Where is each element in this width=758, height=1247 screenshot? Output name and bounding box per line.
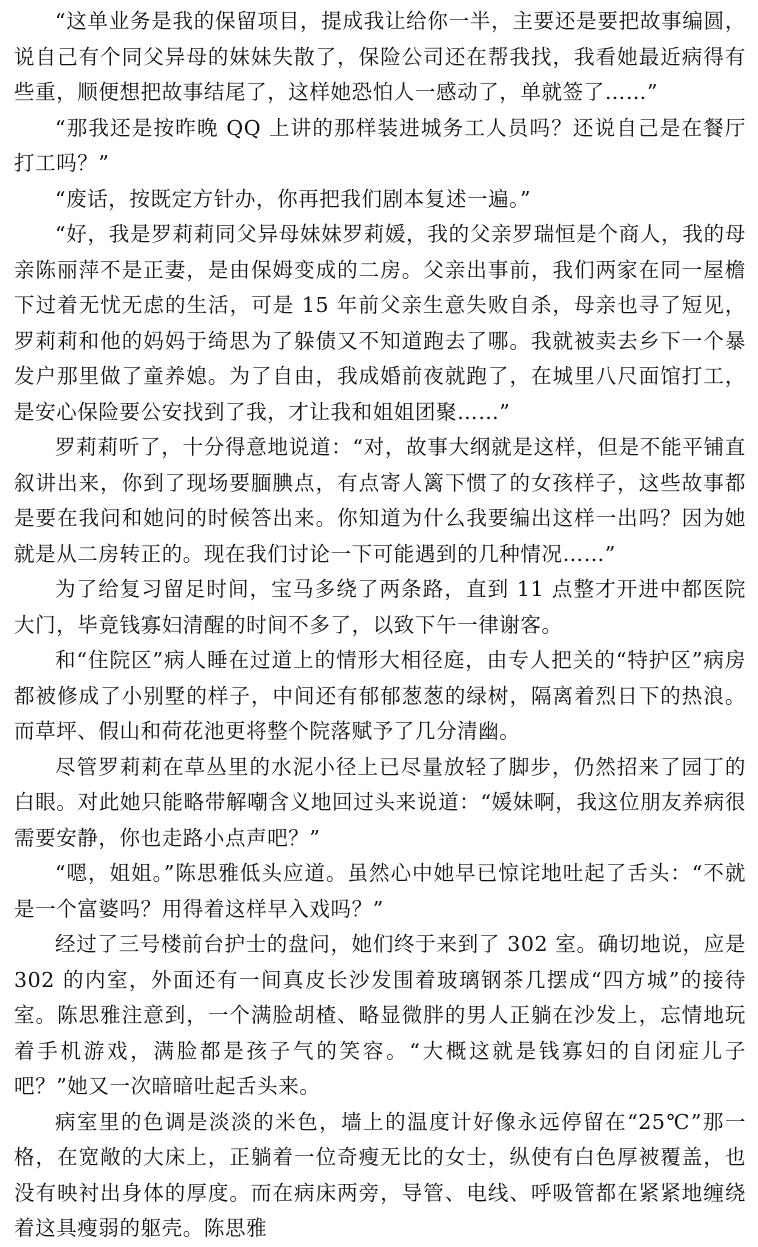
paragraph: 尽管罗莉莉在草丛里的水泥小径上已尽量放轻了脚步，仍然招来了园丁的白眼。对此她只能略带解嘲含义地回过头来说道：“媛妹啊，我这位朋友养病很需要安静，你也走路小点声吧？”	[14, 754, 746, 850]
paragraph: 病室里的色调是淡淡的米色，墙上的温度计好像永远停留在“25℃”那一格，在宽敞的大床上，正躺着一位奇瘦无比的女士，纵使有白色厚被覆盖，也没有映衬出身体的厚度。而在病床两旁，导管、电线、呼吸管都在紧紧地缠绕着这具瘦弱的躯壳。陈思雅	[14, 1109, 746, 1240]
paragraph: “那我还是按昨晚 QQ 上讲的那样装进城务工人员吗？还说自己是在餐厅打工吗？”	[14, 115, 746, 175]
paragraph: “嗯，姐姐。”陈思雅低头应道。虽然心中她早已惊诧地吐起了舌头：“不就是一个富婆吗？用得着这样早入戏吗？”	[14, 861, 746, 921]
paragraph: “废话，按既定方针办，你再把我们剧本复述一遍。”	[55, 186, 532, 211]
paragraph: 和“住院区”病人睡在过道上的情形大相径庭，由专人把关的“特护区”病房都被修成了小别墅的样子，中间还有郁郁葱葱的绿树，隔离着烈日下的热浪。而草坪、假山和荷花池更将整个院落赋予了几分清幽。	[14, 648, 746, 743]
paragraph: “好，我是罗莉莉同父异母妹妹罗莉媛，我的父亲罗瑞恒是个商人，我的母亲陈丽萍不是正妻，是由保姆变成的二房。父亲出事前，我们两家在同一屋檐下过着无忧无虑的生活，可是 15 年前父亲生意失败自杀，母亲也寻了短见，罗莉莉和他的妈妈于绮思为了躲债又不知道跑去了哪。我就被卖去乡下一个暴发户那里做了童养媳。为了自由，我成婚前夜就跑了，在城里八尺面馆打工，是安心保险要公安找到了我，才让我和姐姐团聚……”	[14, 222, 746, 424]
paragraph: 经过了三号楼前台护士的盘问，她们终于来到了 302 室。确切地说，应是 302 的内室，外面还有一间真皮长沙发围着玻璃钢茶几摆成“四方城”的接待室。陈思雅注意到，一个满脸胡楂、略显微胖的男人正躺在沙发上，忘情地玩着手机游戏，满脸都是孩子气的笑容。“大概这就是钱寡妇的自闭症儿子吧？”她又一次暗暗吐起舌头来。	[14, 932, 746, 1098]
paragraph: 罗莉莉听了，十分得意地说道：“对，故事大纲就是这样，但是不能平铺直叙讲出来，你到了现场要腼腆点，有点寄人篱下惯了的女孩样子，这些故事都是要在我问和她问的时候答出来。你知道为什么我要编出这样一出吗？因为她就是从二房转正的。现在我们讨论一下可能遇到的几种情况……”	[14, 435, 746, 566]
paragraph: 为了给复习留足时间，宝马多绕了两条路，直到 11 点整才开进中都医院大门，毕竟钱寡妇清醒的时间不多了，以致下午一律谢客。	[14, 577, 746, 637]
paragraph: “这单业务是我的保留项目，提成我让给你一半，主要还是要把故事编圆，说自己有个同父异母的妹妹失散了，保险公司还在帮我找，我看她最近病得有些重，顺便想把故事结尾了，这样她恐怕人一感动了，单就签了……”	[14, 9, 746, 104]
